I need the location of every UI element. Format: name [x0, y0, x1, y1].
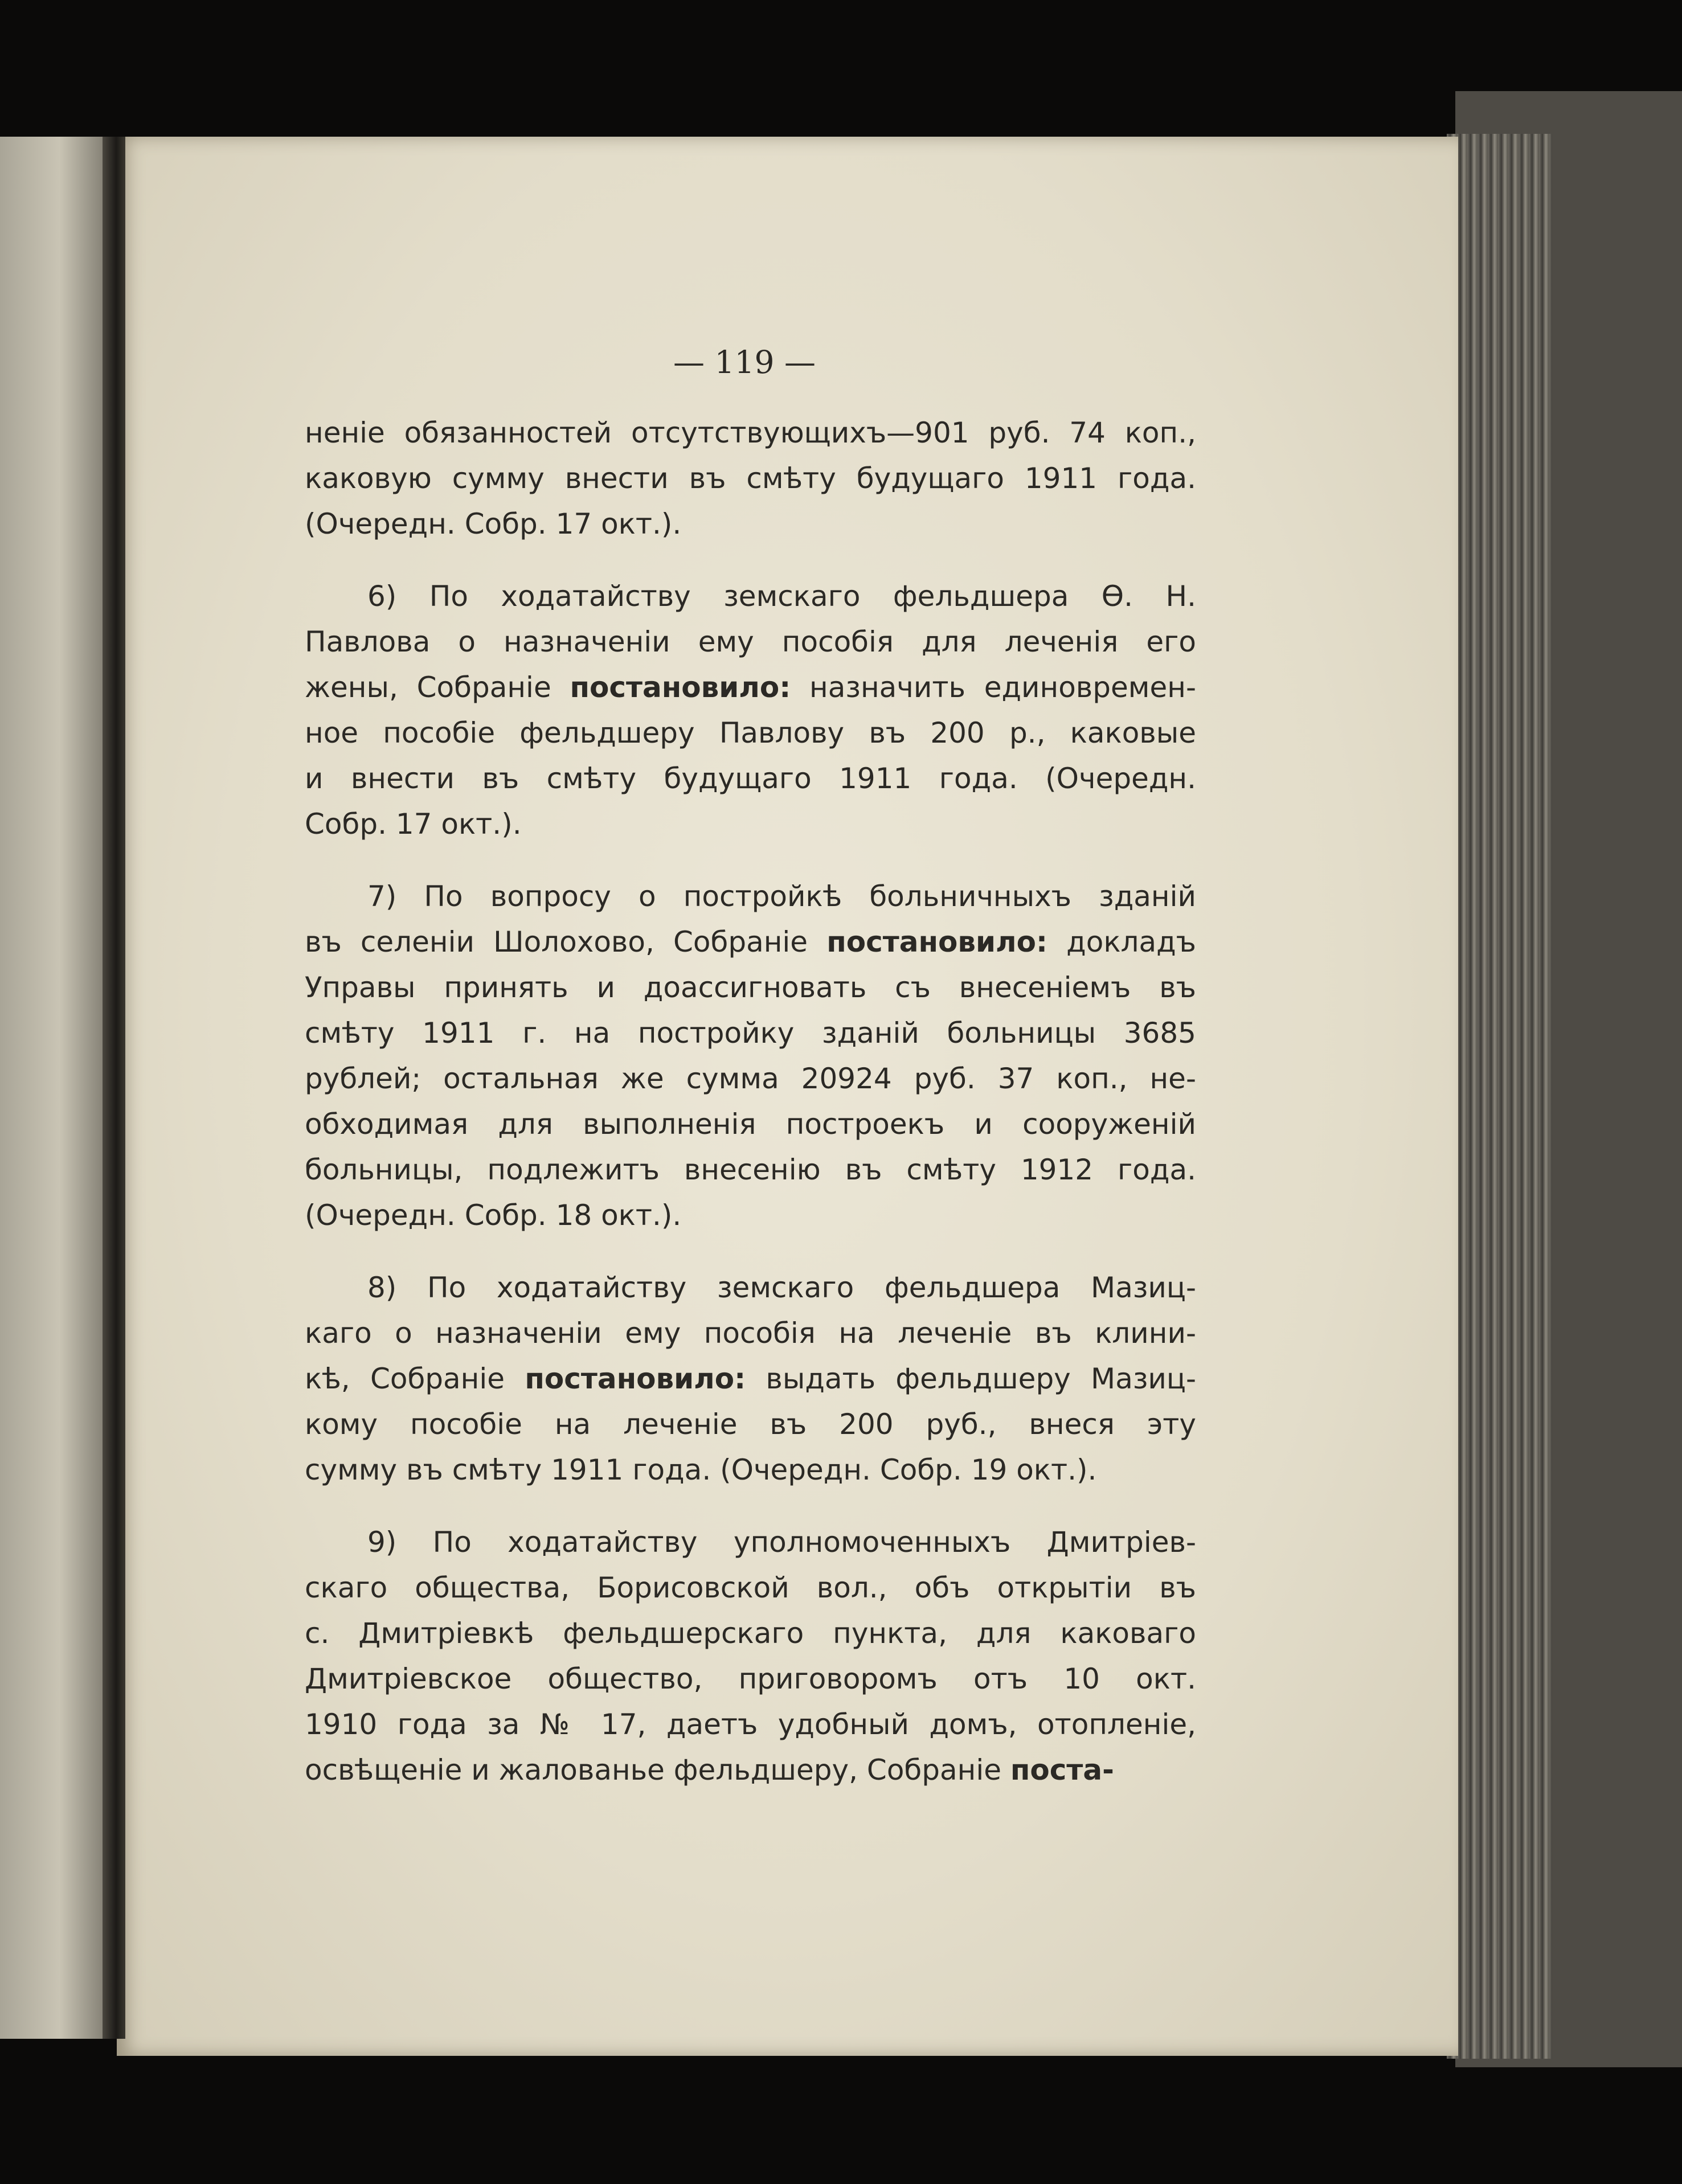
- text-line: каго о назначеніи ему пособія на леченіе въ клини-: [305, 1317, 1196, 1350]
- book-gutter: [103, 137, 125, 2039]
- paragraph: [305, 410, 1196, 547]
- text-segment: назначить единовремен-: [791, 671, 1196, 704]
- bold-keyword: постановило:: [826, 925, 1048, 958]
- text-segment: кѣ, Собраніе: [305, 1362, 525, 1395]
- text-line: 7) По вопросу о постройкѣ больничныхъ зданій: [367, 880, 1196, 913]
- text-line: Управы принять и доассигновать съ внесеніемъ въ: [305, 971, 1196, 1004]
- text-line: Павлова о назначеніи ему пособія для леченія его: [305, 625, 1196, 658]
- text-segment: освѣщеніе и жалованье фельдшеру, Собраніе: [305, 1753, 1010, 1786]
- text-line: скаго общества, Борисовской вол., объ открытіи въ: [305, 1571, 1196, 1604]
- paragraph: [305, 573, 1196, 847]
- text-line: неніе обязанностей отсутствующихъ—901 руб. 74 коп.,: [305, 416, 1196, 449]
- text-segment: выдать фельдшеру Мазиц-: [746, 1362, 1196, 1395]
- text-line: сумму въ смѣту 1911 года. (Очередн. Собр. 19 окт.).: [305, 1453, 1097, 1486]
- text-line: 1910 года за № 17, даетъ удобный домъ, отопленіе,: [305, 1708, 1196, 1741]
- bold-keyword: постановило:: [525, 1362, 746, 1395]
- text-line: [305, 1356, 1196, 1402]
- text-line: [305, 919, 1196, 965]
- text-segment: въ селеніи Шолохово, Собраніе: [305, 925, 827, 958]
- text-line: Собр. 17 окт.).: [305, 808, 522, 841]
- text-line: (Очередн. Собр. 18 окт.).: [305, 1199, 682, 1232]
- text-line: обходимая для выполненія построекъ и сооруженій: [305, 1108, 1196, 1141]
- text-line: (Очередн. Собр. 17 окт.).: [305, 507, 682, 540]
- paragraph: [305, 1519, 1196, 1793]
- bold-keyword: постановило:: [570, 671, 791, 704]
- text-line: каковую сумму внести въ смѣту будущаго 1911 года.: [305, 462, 1196, 495]
- text-line: 9) По ходатайству уполномоченныхъ Дмитріев-: [367, 1526, 1196, 1559]
- text-line: [305, 1747, 1196, 1793]
- text-line: [305, 665, 1196, 710]
- text-line: смѣту 1911 г. на постройку зданій больницы 3685: [305, 1017, 1196, 1050]
- body-text: [305, 410, 1196, 1820]
- text-line: 8) По ходатайству земскаго фельдшера Мазиц-: [367, 1271, 1196, 1304]
- text-line: 6) По ходатайству земскаго фельдшера Ѳ. Н.: [367, 580, 1196, 613]
- text-line: и внести въ смѣту будущаго 1911 года. (Очередн.: [305, 762, 1196, 795]
- page-edges: [1447, 134, 1552, 2059]
- text-segment: докладъ: [1047, 925, 1197, 958]
- bold-keyword: поста-: [1010, 1753, 1114, 1786]
- text-line: больницы, подлежитъ внесенію въ смѣту 1912 года.: [305, 1153, 1196, 1186]
- text-segment: жены, Собраніе: [305, 671, 570, 704]
- text-line: кому пособіе на леченіе въ 200 руб., внеся эту: [305, 1408, 1196, 1441]
- text-line: рублей; остальная же сумма 20924 руб. 37 коп., не-: [305, 1062, 1196, 1095]
- left-page-edge: [0, 137, 108, 2039]
- text-line: ное пособіе фельдшеру Павлову въ 200 р., каковые: [305, 716, 1196, 749]
- paragraph: [305, 874, 1196, 1238]
- text-line: с. Дмитріевкѣ фельдшерскаго пункта, для каковаго: [305, 1617, 1196, 1650]
- paragraph: [305, 1265, 1196, 1493]
- text-line: Дмитріевское общество, приговоромъ отъ 10 окт.: [305, 1662, 1196, 1695]
- page-number: — 119 —: [673, 344, 816, 380]
